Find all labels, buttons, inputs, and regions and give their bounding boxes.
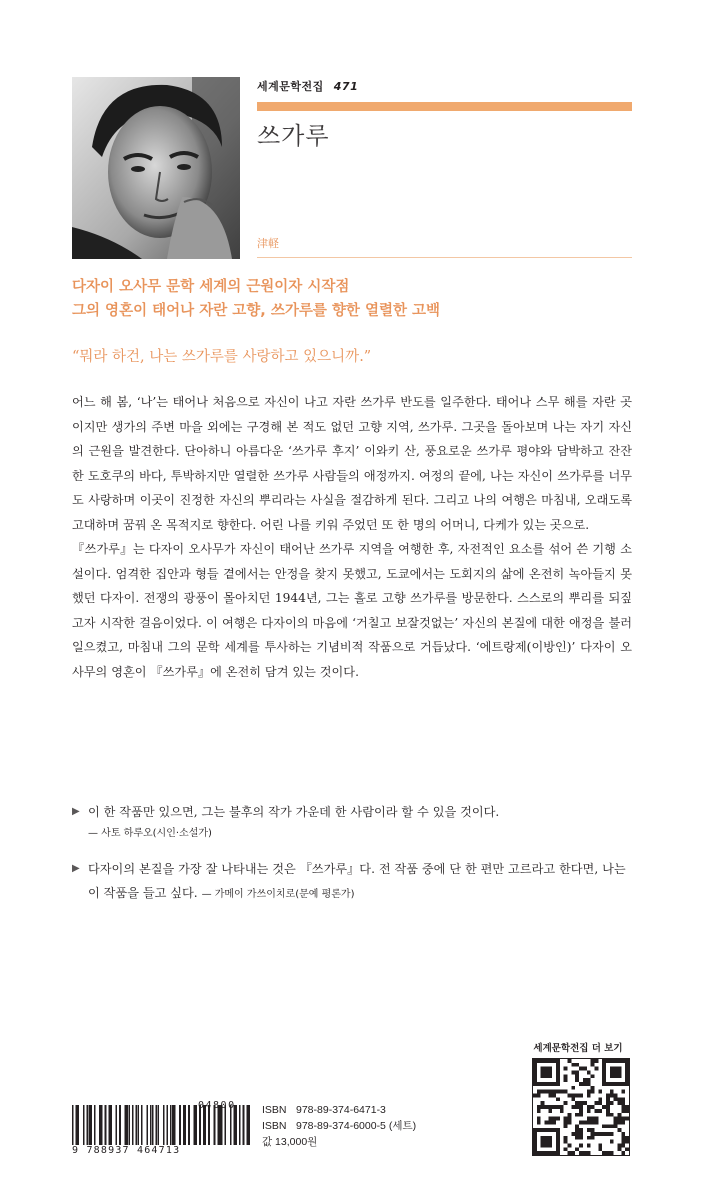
review-text: 다자이의 본질을 가장 잘 나타내는 것은 『쓰가루』다. 전 작품 중에 단 한 편만 고르라고 한다면, 나는 이 작품을 들고 싶다. (88, 862, 626, 900)
qr-code[interactable] (532, 1058, 630, 1156)
divider (257, 257, 632, 258)
isbn-line-2: ISBN 978-89-374-6000-5 (세트) (262, 1120, 417, 1132)
price-code: 04800 (198, 1100, 236, 1111)
series-name: 세계문학전집 (257, 80, 324, 93)
isbn-line-1: ISBN 978-89-374-6471-3 (262, 1104, 386, 1116)
review-source: — 사토 하루오(시인·소설가) (88, 828, 212, 839)
series-label (257, 78, 358, 94)
pull-quote: “뭐라 하건, 나는 쓰가루를 사랑하고 있으니까.” (72, 349, 372, 365)
barcode-digits: 9 788937 464713 (72, 1145, 250, 1156)
headline (72, 275, 632, 323)
review-item (72, 857, 632, 907)
review-text: 이 한 작품만 있으면, 그는 불후의 작가 가운데 한 사람이라 할 수 있을 것이다. (88, 805, 500, 819)
series-number: 471 (333, 80, 359, 93)
original-title: 津軽 (257, 237, 279, 250)
headline-line-1: 다자이 오사무 문학 세계의 근원이자 시작점 (72, 279, 350, 295)
more-books-label: 세계문학전집 더 보기 (533, 1043, 623, 1054)
synopsis-paragraph-1: 어느 해 봄, ‘나’는 태어나 처음으로 자신이 나고 자란 쓰가루 반도를 일주한다. 태어나 스무 해를 자란 곳이지만 생가의 주변 마을 외에는 구경해 본 적도 없던 고향 지역, 쓰가루. 그곳을 돌아보며 나는 자기 자신의 근원을 발견한다. 단아하니 아름다운 ‘쓰가루 후지’ 이와키 산, 풍요로운 쓰가루 평야와 담박하고 잔잔한 도호쿠의 바다, 투박하지만 열렬한 쓰가루 사람들의 애정까지. 여정의 끝에, 나는 자신이 쓰가루를 너무도 사랑하며 이곳이 진정한 자신의 뿌리라는 사실을 절감하게 된다. 그리고 나의 여행은 마침내, 오래도록 고대하며 꿈꿔 온 목적지로 향한다. 어린 나를 키워 주었던 또 한 명의 어머니, 다케가 있는 곳으로. (72, 395, 632, 532)
book-title: 쓰가루 (257, 122, 330, 150)
isbn-2: 978-89-374-6000-5 (세트) (296, 1120, 417, 1132)
triangle-right-icon: ▶ (72, 806, 80, 817)
price: 값 13,000원 (262, 1136, 318, 1148)
synopsis-paragraph-2: 『쓰가루』는 다자이 오사무가 자신이 태어난 쓰가루 지역을 여행한 후, 자전적인 요소를 섞어 쓴 기행 소설이다. 엄격한 집안과 형들 곁에서는 안정을 찾지 못했고, 도쿄에서는 도회지의 삶에 온전히 녹아들지 못했던 다자이. 전쟁의 광풍이 몰아치던 1944년, 그는 홀로 고향 쓰가루를 방문한다. 스스로의 뿌리를 되짚고자 시작한 걸음이었다. 이 여행은 다자이의 마음에 ‘거칠고 보잘것없는’ 자신의 본질에 대한 애정을 불러일으켰고, 마침내 그의 문학 세계를 투사하는 기념비적 작품으로 거듭났다. ‘에트랑제(이방인)’ 다자이 오사무의 영혼이 『쓰가루』에 온전히 담겨 있는 것이다. (72, 542, 632, 679)
isbn-1: 978-89-374-6471-3 (296, 1104, 386, 1116)
author-photo (72, 77, 240, 259)
synopsis (72, 390, 632, 684)
accent-bar (257, 102, 632, 111)
review-source: — 가메이 가쓰이치로(문예 평론가) (201, 889, 355, 900)
headline-line-2: 그의 영혼이 태어나 자란 고향, 쓰가루를 향한 열렬한 고백 (72, 303, 441, 319)
triangle-right-icon: ▶ (72, 863, 80, 874)
review-item (72, 800, 632, 844)
isbn-block (262, 1102, 416, 1150)
